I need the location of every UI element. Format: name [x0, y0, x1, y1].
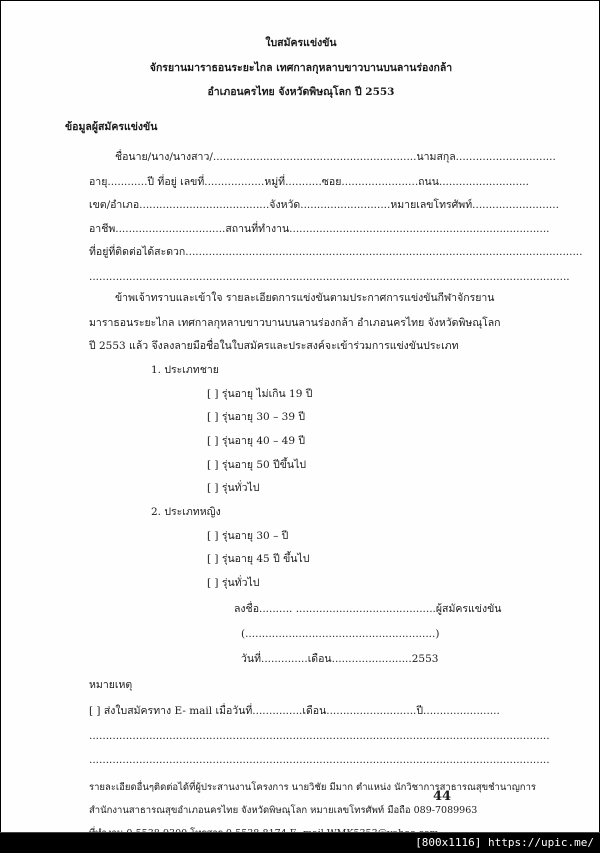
occupation-field-row: อาชีพ.................................สถานที่ทำงาน..............................................................................: [89, 223, 550, 235]
female-option: [ ] รุ่นทั่วไป: [207, 577, 260, 589]
date-line: วันที่..............เดือน........................2553: [241, 653, 439, 665]
event-name: จักรยานมาราธอนระยะไกล เทศกาลกุหลาบขาวบานบนลานร่องกล้า: [149, 62, 453, 74]
signature-line: ลงชื่อ.......... ..........................................ผู้สมัครแข่งขัน: [234, 603, 502, 615]
section-title: ข้อมูลผู้สมัครแข่งขัน: [65, 121, 158, 133]
female-option: [ ] รุ่นอายุ 45 ปี ขึ้นไป: [207, 553, 310, 565]
contact-line-1: รายละเอียดอื่นๆติดต่อได้ที่ผู้ประสานงานโครงการ นายวิชัย มีมาก ตำแหน่ง นักวิชาการสาธารณสุขชำนาญการ: [89, 782, 537, 793]
declaration-line-2: มาราธอนระยะไกล เทศกาลกุหลาบขาวบานบนลานร่องกล้า อำเภอนครไทย จังหวัดพิษณุโลก: [89, 317, 501, 329]
contact-address-row-2: ................................................................................................................................................: [89, 271, 570, 283]
male-category-heading: 1. ประเภทชาย: [151, 364, 219, 376]
address-field-row: อายุ............ปี ที่อยู่ เลขที่..................หมู่ที่...........ซอย.......................ถนน...........................: [89, 176, 529, 188]
declaration-line-1: ข้าพเจ้าทราบและเข้าใจ รายละเอียดการแข่งขันตามประกาศการแข่งขันกีฬาจักรยาน: [115, 292, 495, 304]
male-option: [ ] รุ่นอายุ 30 – 39 ปี: [207, 411, 306, 423]
remarks-dotted-line: ..........................................................................................................................................: [89, 730, 550, 742]
printed-name-line: (.........................................................): [241, 628, 440, 640]
remarks-heading: หมายเหตุ: [89, 679, 133, 691]
name-field-row: ชื่อนาย/นาง/นางสาว/.............................................................นามสกุล..............................: [115, 151, 556, 163]
remarks-dotted-line: ..........................................................................................................................................: [89, 754, 550, 766]
email-submission-line: [ ] ส่งใบสมัครทาง E- mail เมื่อวันที่...............เดือน...........................ปี.......................: [89, 705, 500, 717]
male-option: [ ] รุ่นทั่วไป: [207, 482, 260, 494]
male-option: [ ] รุ่นอายุ 50 ปีขึ้นไป: [207, 459, 307, 471]
form-title: ใบสมัครแข่งขัน: [265, 37, 337, 49]
male-option: [ ] รุ่นอายุ ไม่เกิน 19 ปี: [207, 388, 313, 400]
contact-address-row: ที่อยู่ที่ติดต่อได้สะดวก.......................................................................................................................: [89, 246, 583, 258]
female-category-heading: 2. ประเภทหญิง: [151, 506, 221, 518]
page-number: 44: [433, 789, 452, 804]
watermark-link[interactable]: [800x1116] https://upic.me/: [415, 836, 594, 849]
image-host-footer: [0, 832, 600, 853]
event-location: อำเภอนครไทย จังหวัดพิษณุโลก ปี 2553: [207, 86, 395, 98]
district-field-row: เขต/อำเภอ.......................................จังหวัด...........................หมายเลขโทรศัพท์..........................: [89, 199, 559, 211]
contact-line-2: สำนักงานสาธารณสุขอำเภอนครไทย จังหวัดพิษณุโลก หมายเลขโทรศัพท์ มือถือ 089-7089963: [89, 805, 478, 816]
female-option: [ ] รุ่นอายุ 30 – ปี: [207, 530, 289, 542]
declaration-line-3: ปี 2553 แล้ว จึงลงลายมือชื่อในใบสมัครและประสงค์จะเข้าร่วมการแข่งขันประเภท: [89, 340, 459, 352]
male-option: [ ] รุ่นอายุ 40 – 49 ปี: [207, 435, 306, 447]
